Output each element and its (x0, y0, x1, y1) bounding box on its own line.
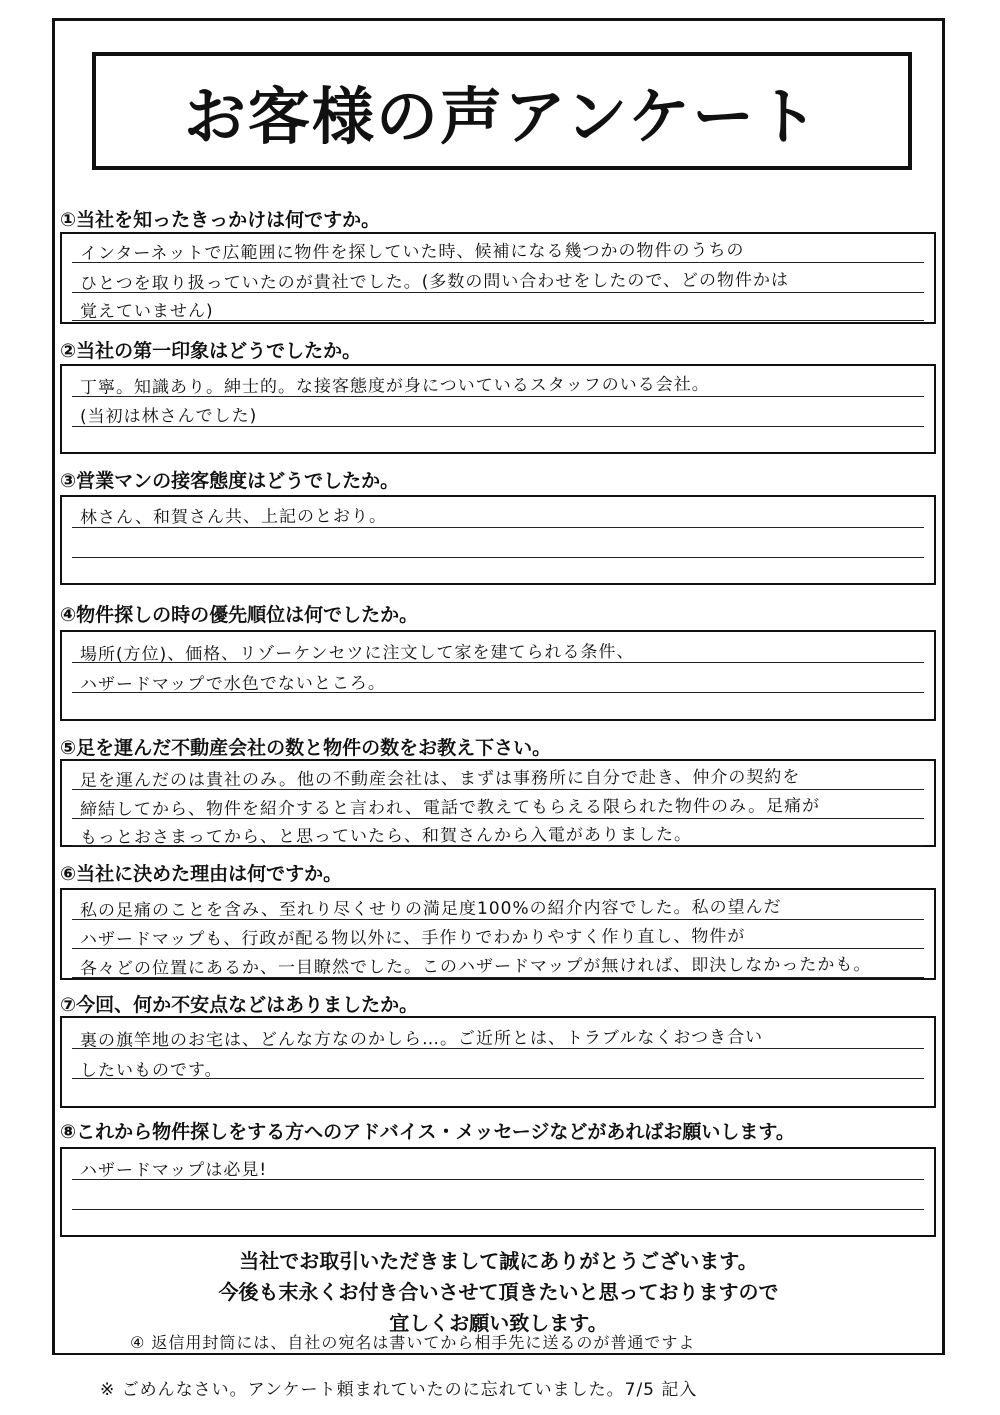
answer-5-line-2: 締結してから、物件を紹介すると言われ、電話で教えてもらえる限られた物件のみ。足痛が (79, 796, 821, 820)
answer-5-line-1: 足を運んだのは貴社のみ。他の不動産会社は、まずは事務所に自分で赴き、仲介の契約を (79, 767, 801, 791)
question-8-label: ⑧これから物件探しをする方へのアドバイス・メッセージなどがあればお願いします。 (60, 1121, 795, 1143)
answer-7-line-2: したいものです。 (79, 1060, 223, 1081)
answer-6-line-2: ハザードマップも、行政が配る物以外に、手作りでわかりやすく作り直し、物件が (79, 926, 746, 950)
answer-1-line-2: ひとつを取り扱っていたのが貴社でした。(多数の問い合わせをしたので、どの物件かは (79, 270, 790, 294)
answer-box-5 (60, 759, 936, 847)
answer-5-line-3: もっとおさまってから、と思っていたら、和賀さんから入電がありました。 (79, 824, 693, 848)
handwritten-note-1: ④ 返信用封筒には、自社の宛名は書いてから相手先に送るのが普通ですよ (130, 1333, 696, 1352)
answer-2-line-1: 丁寧。知識あり。紳士的。な接客態度が身についているスタッフのいる会社。 (79, 374, 710, 398)
answer-6-line-3: 各々どの位置にあるか、一目瞭然でした。このハザードマップが無ければ、即決しなかったかも。 (79, 954, 872, 979)
answer-6-line-1: 私の足痛のことを含み、至れり尽くせりの満足度100%の紹介内容でした。私の望んだ (79, 897, 782, 921)
answer-2-line-2: (当初は林さんでした) (79, 406, 258, 427)
handwritten-note-2: ※ ごめんなさい。アンケート頼まれていたのに忘れていました。7/5 記入 (100, 1380, 698, 1400)
footer-divider (52, 1353, 945, 1355)
question-1-label: ①当社を知ったきっかけは何ですか。 (60, 209, 381, 231)
answer-box-3 (60, 495, 936, 585)
closing-line-3: 宜しくお願い致します。 (389, 1311, 608, 1335)
answer-box-7 (60, 1016, 936, 1108)
answer-box-2 (60, 364, 936, 454)
question-3-label: ③営業マンの接客態度はどうでしたか。 (60, 470, 400, 492)
title-box (92, 52, 912, 170)
answer-4-line-2: ハザードマップで水色でないところ。 (79, 673, 386, 695)
answer-box-8 (60, 1147, 936, 1237)
answer-4-line-1: 場所(方位)、価格、リゾーケンセツに注文して家を建てられる条件、 (79, 642, 635, 665)
question-5-label: ⑤足を運んだ不動産会社の数と物件の数をお教え下さい。 (60, 737, 552, 759)
answer-8-line-1: ハザードマップは必見! (79, 1160, 268, 1181)
answer-box-1 (60, 232, 936, 324)
answer-3-line-1: 林さん、和賀さん共、上記のとおり。 (79, 506, 388, 528)
question-6-label: ⑥当社に決めた理由は何ですか。 (60, 863, 343, 885)
closing-line-2: 今後も末永くお付き合いさせて頂きたいと思っておりますので (218, 1280, 779, 1304)
question-2-label: ②当社の第一印象はどうでしたか。 (60, 340, 362, 362)
page-title: お客様の声アンケート (183, 79, 821, 153)
answer-box-6 (60, 888, 936, 980)
answer-box-4 (60, 630, 936, 721)
question-4-label: ④物件探しの時の優先順位は何でしたか。 (60, 604, 419, 626)
closing-line-1: 当社でお取引いただきまして誠にありがとうございます。 (239, 1249, 758, 1273)
answer-7-line-1: 裏の旗竿地のお宅は、どんな方なのかしら…。ご近所とは、トラブルなくおつき合い (79, 1027, 764, 1051)
question-7-label: ⑦今回、何か不安点などはありましたか。 (60, 994, 419, 1016)
answer-1-line-1: インターネットで広範囲に物件を探していた時、候補になる幾つかの物件のうちの (79, 240, 745, 264)
answer-1-line-3: 覚えていません) (79, 301, 214, 322)
